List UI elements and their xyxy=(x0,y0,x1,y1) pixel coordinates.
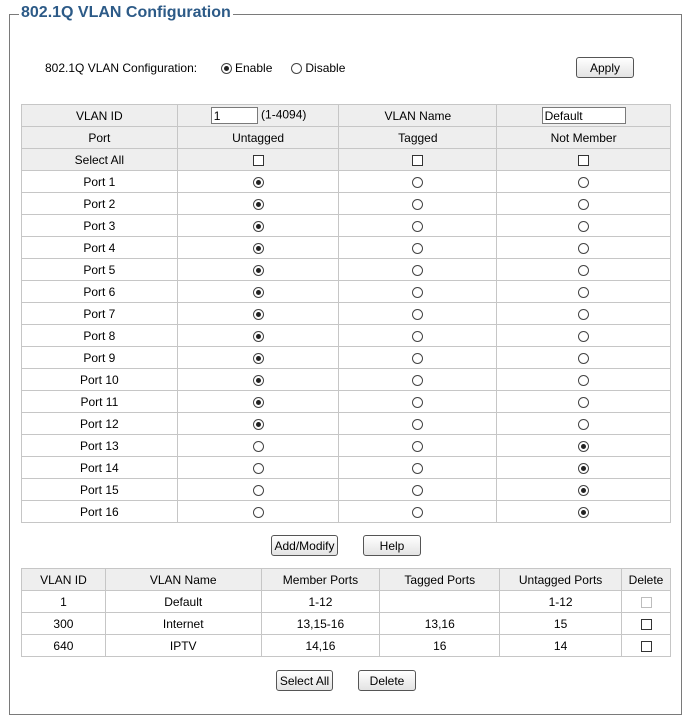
port-name: Port 2 xyxy=(22,193,178,215)
tagged-radio[interactable] xyxy=(412,375,423,386)
vlan-list-tagged xyxy=(380,591,500,613)
vlan-list-untagged: 14 xyxy=(500,635,622,657)
not-member-radio[interactable] xyxy=(578,507,589,518)
tagged-radio[interactable] xyxy=(412,485,423,496)
vlan-config-row xyxy=(45,60,364,76)
untagged-radio[interactable] xyxy=(253,287,264,298)
vlan-list-member: 1-12 xyxy=(261,591,380,613)
untagged-radio[interactable] xyxy=(253,375,264,386)
not-member-radio[interactable] xyxy=(578,265,589,276)
port-row xyxy=(22,215,671,237)
untagged-radio[interactable] xyxy=(253,419,264,430)
untagged-radio[interactable] xyxy=(253,485,264,496)
untagged-radio[interactable] xyxy=(253,265,264,276)
help-button[interactable]: Help xyxy=(363,535,421,556)
tagged-radio[interactable] xyxy=(412,419,423,430)
col-port: Port xyxy=(22,127,178,149)
tagged-radio[interactable] xyxy=(412,463,423,474)
enable-label: Enable xyxy=(235,61,273,75)
port-row xyxy=(22,413,671,435)
tagged-radio[interactable] xyxy=(412,287,423,298)
not-member-radio[interactable] xyxy=(578,331,589,342)
page-title: 802.1Q VLAN Configuration xyxy=(21,4,231,21)
port-row xyxy=(22,457,671,479)
disable-option[interactable] xyxy=(291,61,345,75)
port-name: Port 6 xyxy=(22,281,178,303)
port-name: Port 3 xyxy=(22,215,178,237)
vlan-list-id: 300 xyxy=(22,613,106,635)
untagged-radio[interactable] xyxy=(253,507,264,518)
vlan-list-row xyxy=(22,613,671,635)
tagged-radio[interactable] xyxy=(412,331,423,342)
vlan-name-input[interactable] xyxy=(542,107,626,124)
port-row xyxy=(22,193,671,215)
add-modify-button[interactable]: Add/Modify xyxy=(271,535,338,556)
not-member-radio[interactable] xyxy=(578,397,589,408)
vlan-name-label: VLAN Name xyxy=(339,105,497,127)
not-member-radio[interactable] xyxy=(578,287,589,298)
tagged-radio[interactable] xyxy=(412,353,423,364)
vlan-list-name: IPTV xyxy=(105,635,261,657)
untagged-radio[interactable] xyxy=(253,397,264,408)
vlan-list-name: Internet xyxy=(105,613,261,635)
untagged-radio[interactable] xyxy=(253,243,264,254)
port-row xyxy=(22,237,671,259)
port-name: Port 8 xyxy=(22,325,178,347)
vlan-list-member: 13,15-16 xyxy=(261,613,380,635)
not-member-radio[interactable] xyxy=(578,353,589,364)
port-row xyxy=(22,171,671,193)
port-row xyxy=(22,435,671,457)
port-row xyxy=(22,391,671,413)
untagged-radio[interactable] xyxy=(253,309,264,320)
port-name: Port 13 xyxy=(22,435,178,457)
disable-label: Disable xyxy=(305,61,346,75)
port-header-row xyxy=(22,127,671,149)
enable-radio[interactable] xyxy=(221,63,232,74)
col-untagged: Untagged xyxy=(177,127,339,149)
vlan-list-untagged: 1-12 xyxy=(500,591,622,613)
port-name: Port 9 xyxy=(22,347,178,369)
port-row xyxy=(22,501,671,523)
vlan-list-tagged: 16 xyxy=(380,635,500,657)
tagged-radio[interactable] xyxy=(412,441,423,452)
vlan-list-id: 1 xyxy=(22,591,106,613)
not-member-radio[interactable] xyxy=(578,485,589,496)
port-name: Port 10 xyxy=(22,369,178,391)
vlan-name-cell xyxy=(497,105,671,127)
vlan-id-row xyxy=(22,105,671,127)
port-row xyxy=(22,281,671,303)
tagged-radio[interactable] xyxy=(412,243,423,254)
vlan-list-header-row xyxy=(22,569,671,591)
untagged-radio[interactable] xyxy=(253,199,264,210)
tagged-radio[interactable] xyxy=(412,177,423,188)
list-col-header: VLAN Name xyxy=(105,569,261,591)
not-member-radio[interactable] xyxy=(578,177,589,188)
vlan-list-untagged: 15 xyxy=(500,613,622,635)
not-member-radio[interactable] xyxy=(578,243,589,254)
select-all-not-member-checkbox[interactable] xyxy=(578,155,589,166)
delete-checkbox[interactable] xyxy=(641,641,652,652)
list-col-header: Tagged Ports xyxy=(380,569,500,591)
not-member-radio[interactable] xyxy=(578,309,589,320)
tagged-radio[interactable] xyxy=(412,265,423,276)
tagged-radio[interactable] xyxy=(412,507,423,518)
enable-option[interactable] xyxy=(221,61,272,75)
delete-checkbox xyxy=(641,597,652,608)
select-all-button[interactable]: Select All xyxy=(276,670,333,691)
select-all-row xyxy=(22,149,671,171)
untagged-radio[interactable] xyxy=(253,353,264,364)
not-member-radio[interactable] xyxy=(578,419,589,430)
list-col-header: Untagged Ports xyxy=(500,569,622,591)
port-name: Port 12 xyxy=(22,413,178,435)
col-tagged: Tagged xyxy=(339,127,497,149)
untagged-radio[interactable] xyxy=(253,331,264,342)
delete-button[interactable]: Delete xyxy=(358,670,416,691)
vlan-list-member: 14,16 xyxy=(261,635,380,657)
port-row xyxy=(22,479,671,501)
tagged-radio[interactable] xyxy=(412,199,423,210)
select-all-label: Select All xyxy=(22,149,178,171)
list-col-header: Delete xyxy=(622,569,671,591)
vlan-list-tagged: 13,16 xyxy=(380,613,500,635)
vlan-id-input[interactable] xyxy=(211,107,258,124)
untagged-radio[interactable] xyxy=(253,441,264,452)
port-name: Port 11 xyxy=(22,391,178,413)
untagged-radio[interactable] xyxy=(253,177,264,188)
vlan-port-table xyxy=(21,104,671,523)
vlan-config-label: 802.1Q VLAN Configuration: xyxy=(45,61,198,75)
vlan-id-range: (1-4094) xyxy=(261,107,307,122)
untagged-radio[interactable] xyxy=(253,463,264,474)
vlan-list-row xyxy=(22,591,671,613)
port-row xyxy=(22,303,671,325)
port-row xyxy=(22,259,671,281)
untagged-radio[interactable] xyxy=(253,221,264,232)
port-name: Port 15 xyxy=(22,479,178,501)
list-col-header: VLAN ID xyxy=(22,569,106,591)
not-member-radio[interactable] xyxy=(578,375,589,386)
port-name: Port 1 xyxy=(22,171,178,193)
port-name: Port 16 xyxy=(22,501,178,523)
not-member-radio[interactable] xyxy=(578,221,589,232)
vlan-list-table xyxy=(21,568,671,657)
vlan-list-name: Default xyxy=(105,591,261,613)
delete-checkbox[interactable] xyxy=(641,619,652,630)
vlan-id-label: VLAN ID xyxy=(22,105,178,127)
apply-button[interactable]: Apply xyxy=(576,57,634,78)
disable-radio[interactable] xyxy=(291,63,302,74)
vlan-id-cell xyxy=(177,105,339,127)
tagged-radio[interactable] xyxy=(412,309,423,320)
port-row xyxy=(22,369,671,391)
not-member-radio[interactable] xyxy=(578,441,589,452)
not-member-radio[interactable] xyxy=(578,199,589,210)
port-name: Port 5 xyxy=(22,259,178,281)
select-all-tagged-checkbox[interactable] xyxy=(412,155,423,166)
list-col-header: Member Ports xyxy=(261,569,380,591)
vlan-list-row xyxy=(22,635,671,657)
port-name: Port 14 xyxy=(22,457,178,479)
port-row xyxy=(22,325,671,347)
vlan-list-id: 640 xyxy=(22,635,106,657)
select-all-untagged-checkbox[interactable] xyxy=(253,155,264,166)
port-name: Port 7 xyxy=(22,303,178,325)
not-member-radio[interactable] xyxy=(578,463,589,474)
port-name: Port 4 xyxy=(22,237,178,259)
tagged-radio[interactable] xyxy=(412,397,423,408)
port-row xyxy=(22,347,671,369)
col-not-member: Not Member xyxy=(497,127,671,149)
tagged-radio[interactable] xyxy=(412,221,423,232)
